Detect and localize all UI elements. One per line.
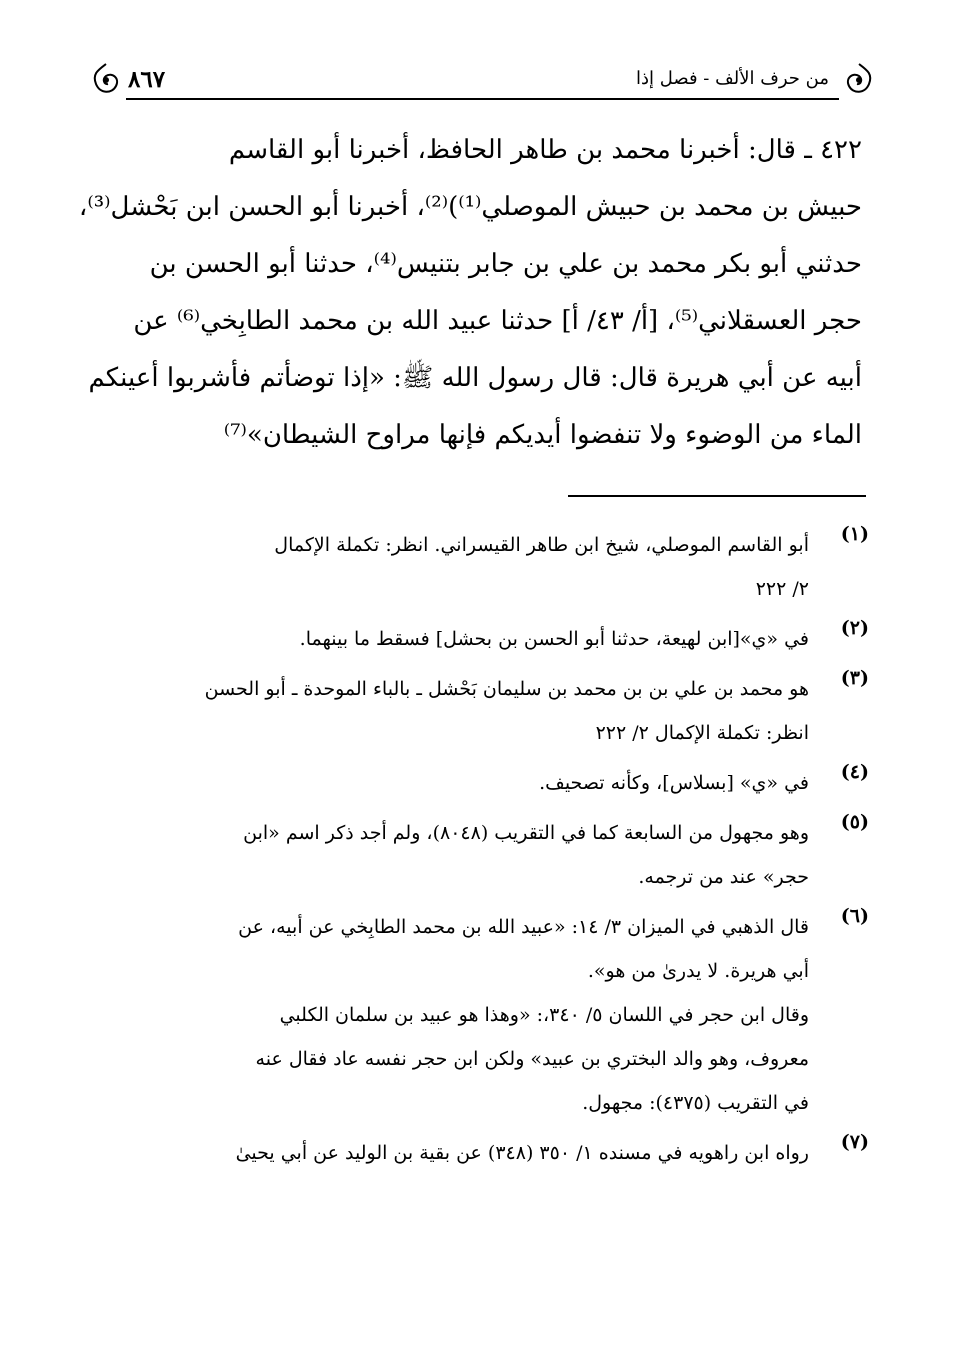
text-line: الماء من الوضوء ولا تنفضوا أيديكم فإنها مراوح الشيطان»⁽⁷⁾	[223, 420, 862, 450]
footnote	[94, 617, 869, 661]
footnote-line: وهو مجهول من السابعة كما في التقريب (٨٠٤٨)، ولم أجد ذكر اسم «ابن	[243, 822, 809, 844]
text-line: حدثني أبو بكر محمد بن علي بن جابر بتنيس⁽⁴⁾، حدثنا أبو الحسن بن	[149, 249, 862, 279]
ornament-icon	[839, 60, 879, 100]
hadith-text	[78, 122, 862, 464]
footnote-separator	[568, 495, 866, 497]
footnote-number: (٥)	[840, 811, 869, 833]
text-line: حجر العسقلاني⁽⁵⁾، [أ/ ٤٣/ أ] حدثنا عبيد الله بن محمد الطابِخي⁽⁶⁾ عن	[133, 306, 862, 336]
footnote	[94, 761, 869, 805]
header-rule	[126, 98, 839, 100]
footnote-number: (٦)	[840, 905, 869, 927]
footnote-number: (٢)	[840, 617, 869, 639]
footnote	[94, 523, 869, 611]
footnote-line: حجر» عند من ترجمه.	[638, 866, 809, 888]
footnote	[94, 905, 869, 1125]
footnote-line: وقال ابن حجر في اللسان ٥/ ٣٤٠،: «وهذا هو عبيد بن سلمان الكلبي	[279, 1004, 809, 1026]
footnote-line: أبي هريرة. لا يدرىٰ من هو».	[587, 960, 809, 982]
footnote-line: أبو القاسم الموصلي، شيخ ابن طاهر القيسراني. انظر: تكملة الإكمال	[274, 534, 809, 556]
footnotes	[94, 523, 869, 1181]
footnote-line: هو محمد بن علي بن بن محمد بن سليمان بَحْشل ـ بالباء الموحدة ـ أبو الحسن	[204, 678, 809, 700]
ornament-icon	[86, 60, 126, 100]
footnote	[94, 667, 869, 755]
footnote-number: (١)	[840, 523, 869, 545]
footnote-number: (٧)	[840, 1131, 869, 1153]
footnote-number: (٤)	[840, 761, 869, 783]
running-title: من حرف الألف - فصل إذا	[636, 68, 829, 89]
footnote-number: (٣)	[840, 667, 869, 689]
text-line: حبيش بن محمد بن حبيش الموصلي⁽¹⁾)⁽²⁾، أخبرنا أبو الحسن ابن بَحْشل⁽³⁾،	[78, 192, 862, 222]
footnote-line: رواه ابن راهويه في مسنده ١/ ٣٥٠ (٣٤٨) عن بقية بن الوليد عن أبي يحيىٰ	[235, 1142, 809, 1164]
footnote-line: في «ي»[ابن لهيعة، حدثنا أبو الحسن بن بحشل] فسقط ما بينهما.	[299, 628, 809, 650]
footnote-line: في التقريب (٤٣٧٥): مجهول.	[582, 1092, 809, 1114]
footnote	[94, 811, 869, 899]
page-number: ٨٦٧	[128, 66, 166, 93]
footnote-line: معروف، وهو والد البختري بن عبيد» ولكن ابن حجر نفسه عاد فقال عنه	[255, 1048, 809, 1070]
footnote-line: قال الذهبي في الميزان ٣/ ١٤: «عبيد الله بن محمد الطابِخي عن أبيه، عن	[238, 916, 809, 938]
page-header	[92, 56, 873, 102]
footnote-line: في «ي» [بسلاس]، وكأنه تصحيف.	[539, 772, 809, 794]
text-line: ٤٢٢ ـ قال: أخبرنا محمد بن طاهر الحافظ، أخبرنا أبو القاسم	[228, 135, 862, 165]
footnote	[94, 1131, 869, 1175]
footnote-line: ٢/ ٢٢٢	[755, 578, 809, 600]
text-line: أبيه عن أبي هريرة قال: قال رسول الله ﷺ: «إذا توضأتم فأشربوا أعينكم	[88, 363, 862, 393]
footnote-line: انظر: تكملة الإكمال ٢/ ٢٢٢	[595, 722, 809, 744]
